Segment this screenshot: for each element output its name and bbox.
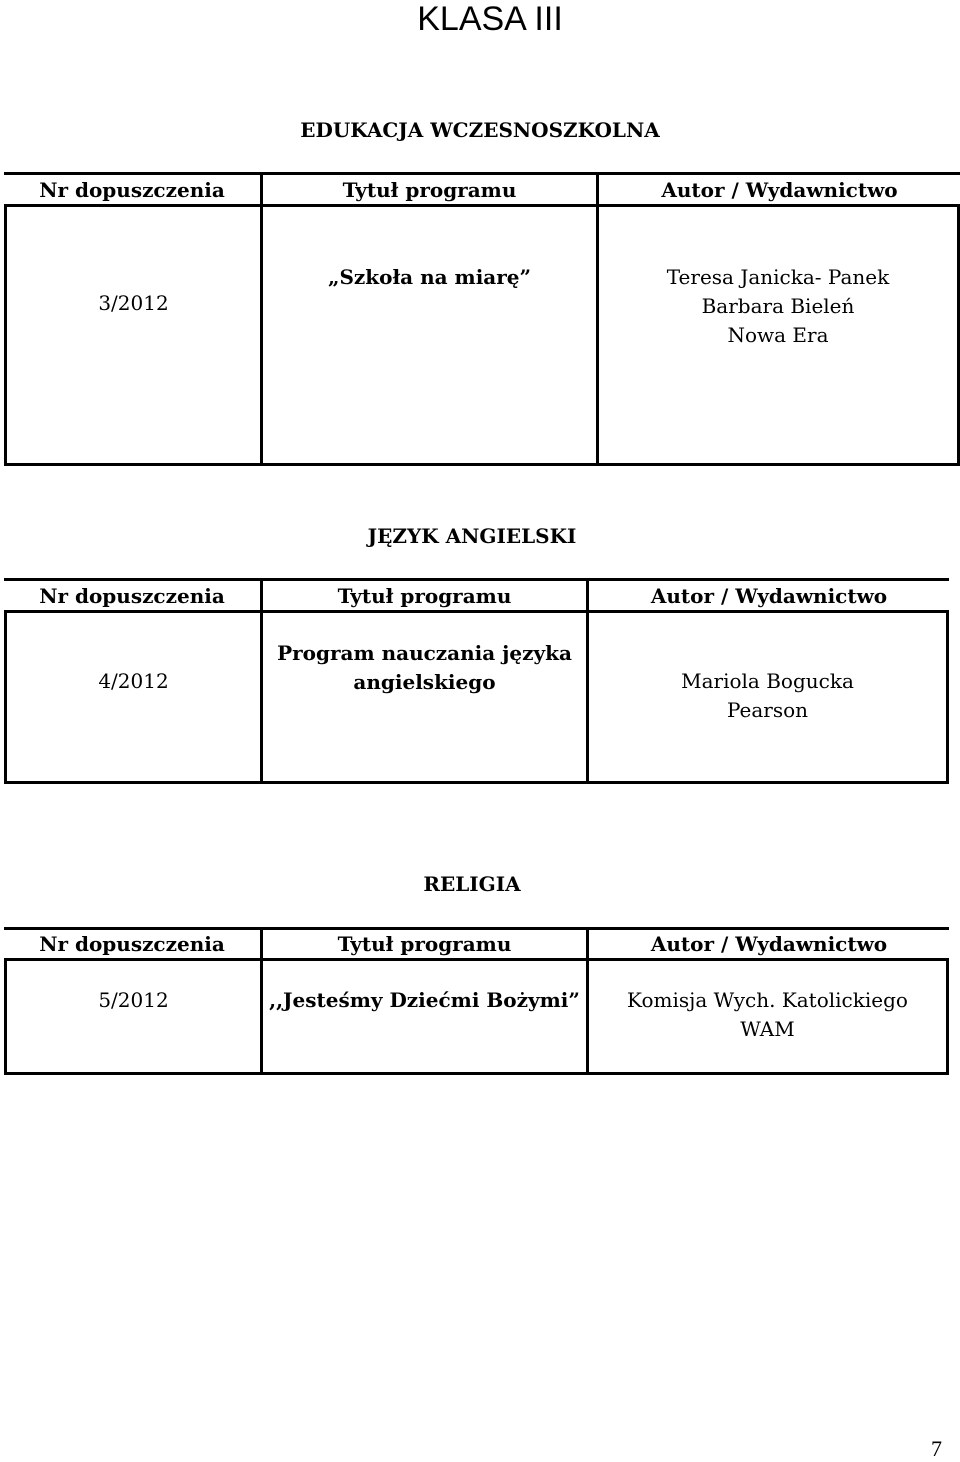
row-title-line: angielskiego — [353, 670, 496, 694]
row-author-line: Teresa Janicka- Panek — [666, 265, 890, 289]
row-nr-value: 5/2012 — [98, 988, 169, 1012]
row-title-line: „Szkoła na miarę” — [327, 265, 532, 289]
row-nr-value: 4/2012 — [98, 669, 169, 693]
row-title — [260, 961, 586, 1072]
page-title: KLASA III — [417, 0, 563, 38]
row-nr — [7, 613, 260, 781]
row-title-line: Program nauczania języka — [277, 641, 572, 665]
row-title-line: ,,Jesteśmy Dziećmi Bożymi” — [269, 988, 580, 1012]
column-header-author: Autor / Wydawnictwo — [586, 930, 949, 958]
row-author-line: Pearson — [726, 698, 809, 722]
table-row-religia — [4, 961, 949, 1075]
row-nr — [7, 207, 260, 463]
table-row-edukacja — [4, 207, 960, 466]
table-row-angielski — [4, 613, 949, 784]
column-header-nr: Nr dopuszczenia — [39, 932, 225, 956]
table-header-religia — [4, 927, 949, 961]
row-author — [586, 961, 946, 1072]
section-title-religia: RELIGIA — [423, 872, 521, 896]
column-header-author: Autor / Wydawnictwo — [586, 581, 949, 610]
row-author-line: Komisja Wych. Katolickiego — [627, 988, 908, 1012]
section-title-edukacja: EDUKACJA WCZESNOSZKOLNA — [300, 118, 660, 142]
column-header-nr: Nr dopuszczenia — [39, 583, 225, 608]
row-author-line: Mariola Bogucka — [681, 669, 854, 693]
row-title — [260, 207, 596, 463]
row-author-line: WAM — [740, 1017, 795, 1041]
row-title — [260, 613, 586, 781]
column-header-author: Autor / Wydawnictwo — [596, 175, 960, 204]
section-title-angielski: JĘZYK ANGIELSKI — [367, 524, 577, 548]
table-header-angielski — [4, 578, 949, 613]
row-author — [596, 207, 957, 463]
table-header-edukacja — [4, 172, 960, 207]
column-header-title: Tytuł programu — [260, 581, 586, 610]
row-author — [586, 613, 946, 781]
row-nr — [7, 961, 260, 1072]
column-header-nr: Nr dopuszczenia — [39, 177, 225, 202]
row-author-line: Barbara Bieleń — [701, 294, 855, 318]
page-number: 7 — [931, 1436, 942, 1461]
row-author-line: Nowa Era — [727, 323, 829, 347]
column-header-title: Tytuł programu — [260, 175, 596, 204]
row-nr-value: 3/2012 — [98, 291, 169, 315]
column-header-title: Tytuł programu — [260, 930, 586, 958]
